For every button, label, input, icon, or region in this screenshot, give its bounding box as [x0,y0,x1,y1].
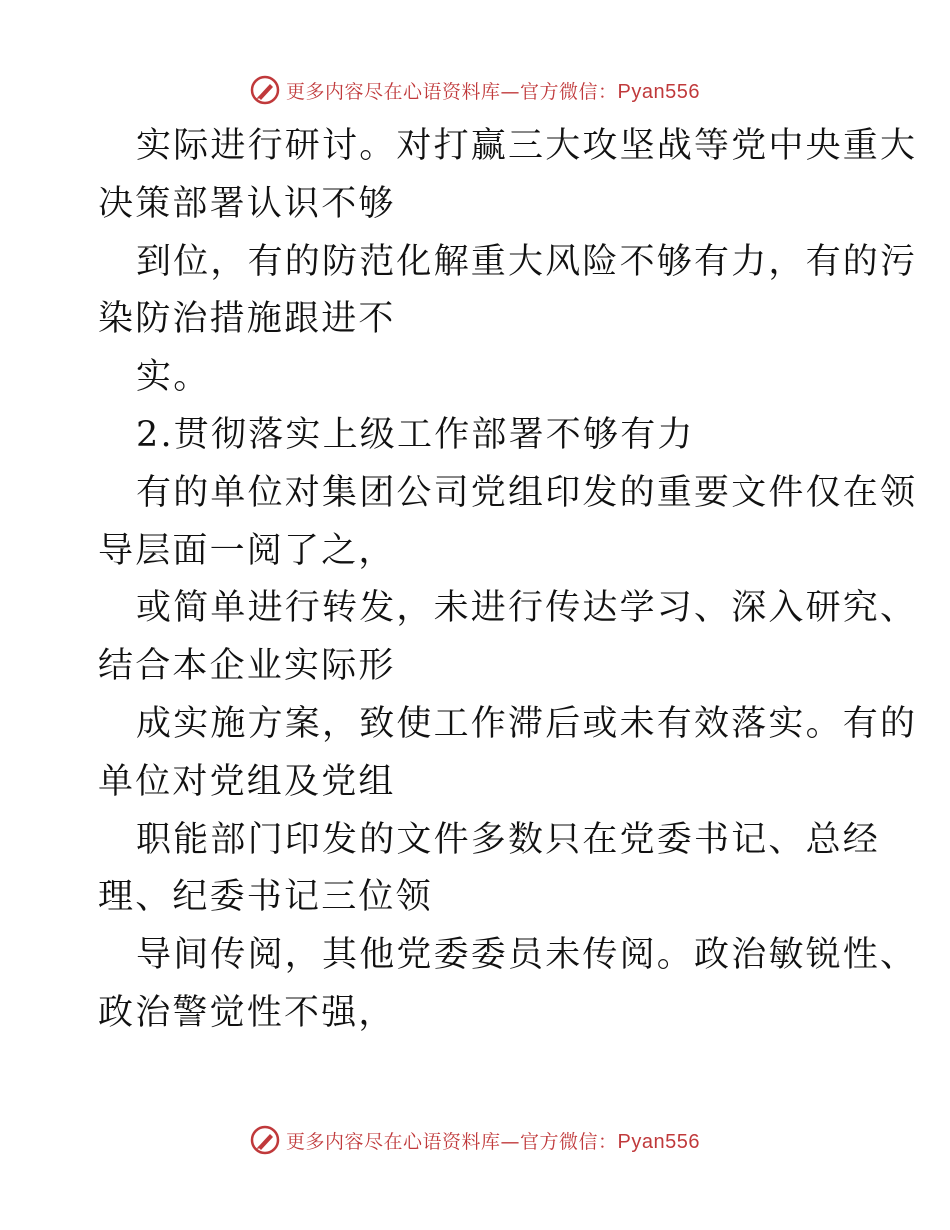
text-line: 染防治措施跟进不 [98,299,396,340]
text-line: 导层面一阅了之， [98,530,396,571]
footer-banner-id: Pyan556 [617,1130,700,1153]
pen-logo-icon [250,1125,280,1155]
text-line: 理、纪委书记三位领 [98,877,433,918]
text-line: 导间传阅，其他党委委员未传阅。政治敏锐性、 [136,935,918,976]
header-banner-id: Pyan556 [617,80,700,103]
text-line: 结合本企业实际形 [98,646,396,687]
text-line: 有的单位对集团公司党组印发的重要文件仅在领 [136,472,918,513]
header-banner-text [286,77,700,104]
footer-watermark-banner [0,1122,950,1158]
section-heading: 2.贯彻落实上级工作部署不够有力 [136,414,695,455]
header-banner-label: 更多内容尽在心语资料库—官方微信： [286,80,618,103]
pen-logo-icon [250,75,280,105]
text-line: 实。 [136,357,211,398]
text-line: 职能部门印发的文件多数只在党委书记、总经 [136,819,881,860]
text-line: 成实施方案，致使工作滞后或未有效落实。有的 [136,703,918,744]
footer-banner-text [286,1127,700,1154]
header-watermark-banner [0,72,950,108]
text-line: 决策部署认识不够 [98,183,396,224]
text-line: 政治警觉性不强， [98,992,396,1033]
document-body [98,118,918,1043]
footer-banner-label: 更多内容尽在心语资料库—官方微信： [286,1130,618,1153]
text-line: 实际进行研讨。对打赢三大攻坚战等党中央重大 [136,126,918,166]
text-line: 单位对党组及党组 [98,761,396,802]
text-line: 到位，有的防范化解重大风险不够有力，有的污 [136,241,918,282]
text-line: 或简单进行转发，未进行传达学习、深入研究、 [136,588,918,629]
